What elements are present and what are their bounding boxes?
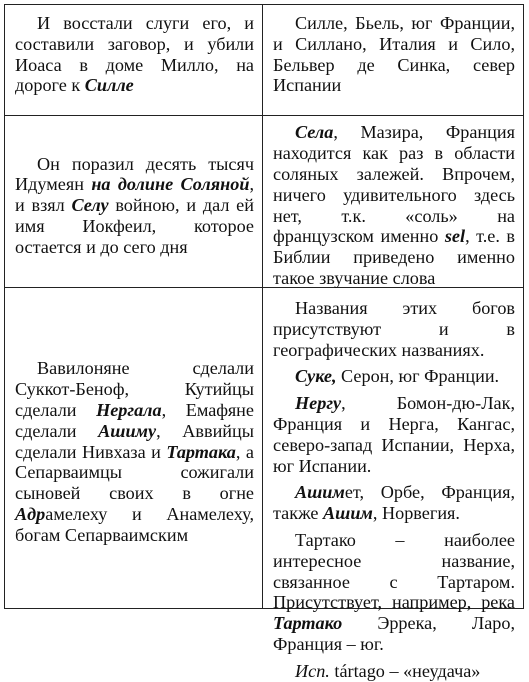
emphasis-span: Селу — [71, 195, 109, 216]
emphasis-span: sel — [444, 226, 466, 247]
row2-left-text — [15, 154, 254, 258]
text-span: Тартако – наиболее интересное название, связанное с Тартаром. Присутствует, например, река — [273, 529, 515, 613]
row3-right-entry-nergu — [273, 393, 515, 476]
emphasis-span: Ашиму — [98, 420, 157, 441]
row3-right-entry-ashim — [273, 482, 515, 524]
text-span: , Норвегия. — [372, 503, 460, 524]
emphasis-span: Исп. — [295, 660, 330, 681]
text-span: , Емафяне сделали — [15, 400, 254, 441]
row3-right-entry-tartako — [273, 530, 515, 655]
comparison-table — [4, 4, 524, 681]
row3-right-intro: Названия этих богов присутствуют и в географических названиях. — [273, 298, 515, 360]
text-span: , Мазира, Франция находится как раз в области соляных залежей. Впрочем, ничего удивительного здесь нет, т.к. «соль» на французском именно — [273, 122, 515, 247]
row1-left-text — [15, 13, 254, 96]
row3-right-entry-spanish — [273, 661, 515, 682]
row3-left-cell — [5, 288, 263, 608]
text-span: tártago – «неудача» — [329, 660, 481, 681]
text-span: , Аввийцы сделали Нивхаза и — [15, 420, 254, 462]
row3-right-entry-suke — [273, 366, 515, 387]
text-span: амелеху и Анамелеху, богам Сепарваимским — [15, 503, 254, 545]
row3-right-cell — [263, 288, 523, 681]
text-span: , и взял — [15, 174, 254, 216]
emphasis-span: Ашим — [295, 482, 345, 503]
emphasis-span: Силле — [84, 75, 134, 96]
text-span: Эррека, Ларо, Франция – юг. — [273, 613, 515, 654]
emphasis-span: Нергу — [295, 393, 342, 414]
text-span: И восстали слуги его, и составили заговор, и убили Иоаса в доме Милло, на дороге к — [15, 13, 254, 96]
emphasis-span: Суке, — [295, 366, 337, 387]
text-span: Он поразил десять тысяч Идумеян — [15, 153, 254, 195]
emphasis-span: Нергала — [96, 400, 162, 420]
emphasis-span: Ашим — [323, 503, 373, 524]
text-span: , а Сепарваимцы сожигали сыновей своих в огне — [15, 441, 255, 504]
row1-right-cell — [263, 5, 523, 116]
text-span: ет, Орбе, Франция, также — [273, 482, 515, 524]
emphasis-span: на долине Соляной — [91, 174, 250, 195]
row1-right-text: Силле, Бьель, юг Франции, и Силлано, Италия и Сило, Бельвер де Синка, север Испании — [273, 13, 515, 96]
row2-left-cell — [5, 116, 263, 288]
text-span: Вавилоняне сделали Суккот-Беноф, Кутийцы сделали — [15, 358, 254, 420]
row1-left-cell — [5, 5, 263, 116]
text-span: , т.е. в Библии приведено именно такое звучание слова — [273, 226, 515, 288]
row3-left-text — [15, 358, 254, 545]
emphasis-span: Адр — [15, 503, 46, 524]
text-span: Серон, юг Франции. — [336, 366, 500, 387]
emphasis-span: Тартако — [273, 613, 343, 634]
row2-right-cell — [263, 116, 523, 288]
emphasis-span: Тартака — [166, 441, 236, 462]
emphasis-span: Села — [295, 122, 334, 143]
row2-right-text — [273, 122, 515, 288]
text-span: войною, и дал ей имя Иокфеил, которое остается и до сего дня — [15, 195, 254, 257]
text-span: , Бомон-дю-Лак, Франция и Нерга, Кангас, северо-запад Испании, Нерха, юг Испании. — [273, 393, 515, 476]
